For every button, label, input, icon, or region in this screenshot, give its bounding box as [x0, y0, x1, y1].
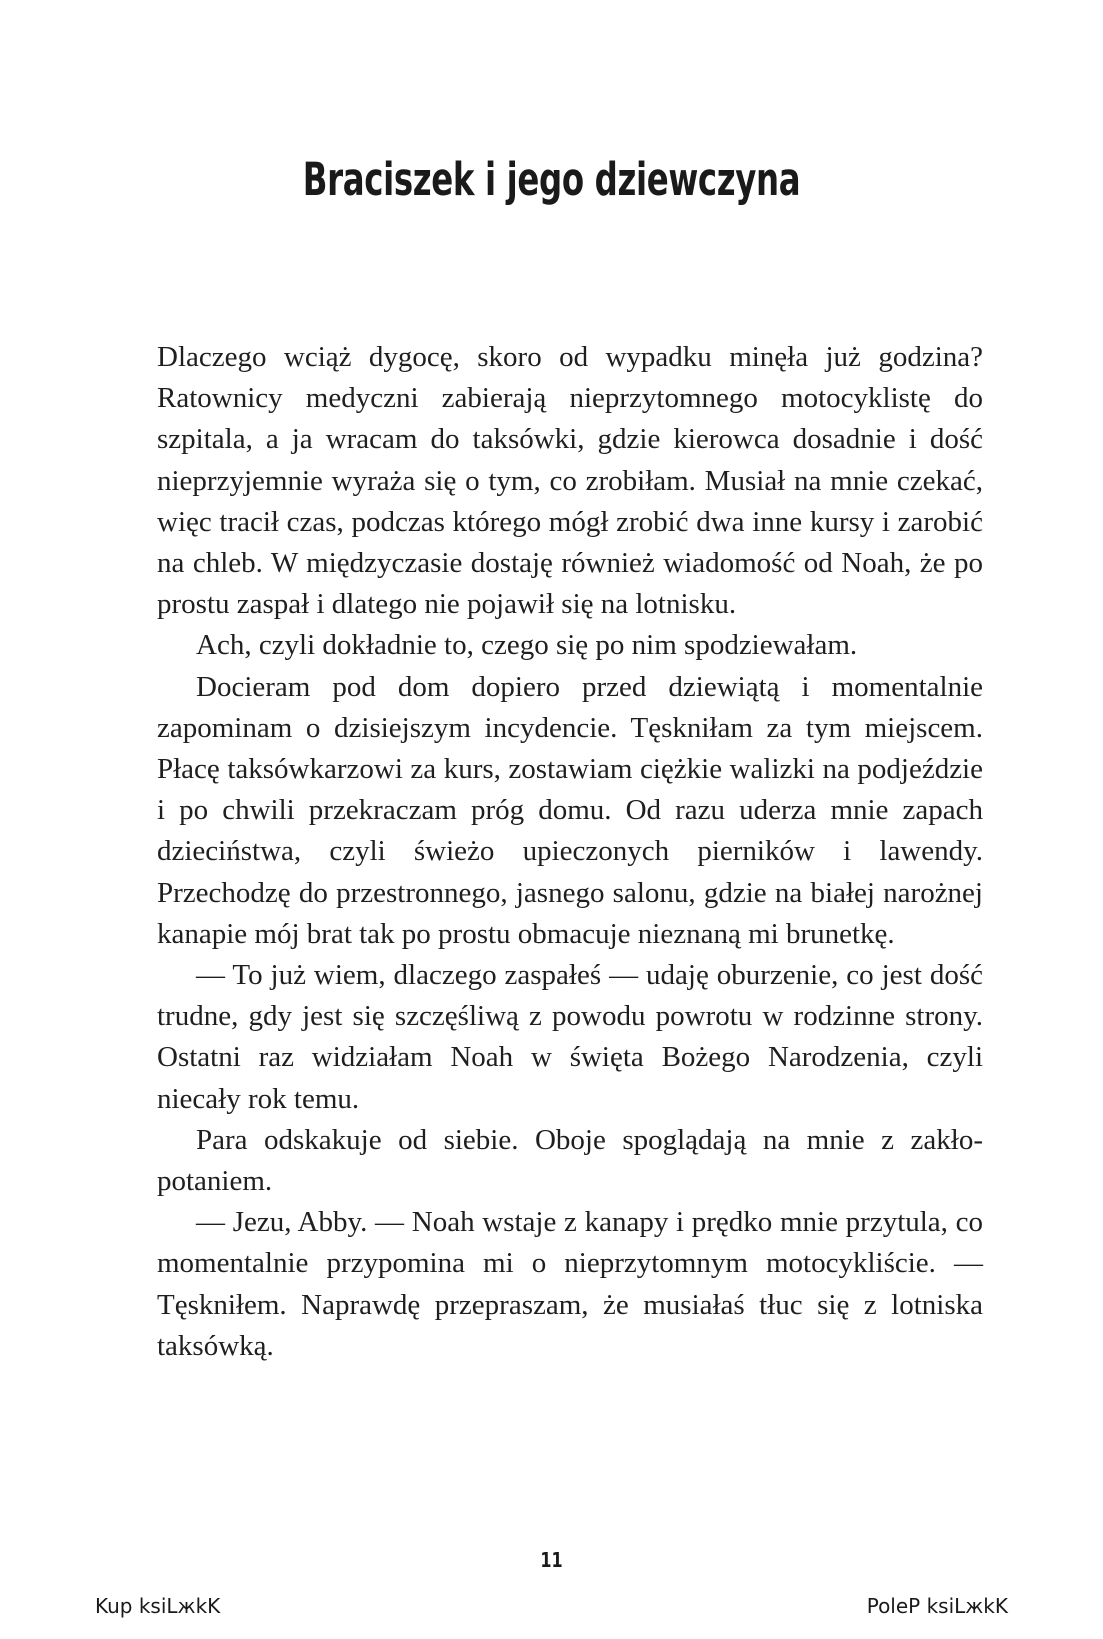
paragraph-4: — To już wiem, dlaczego zaspałeś — udaję oburzenie, co jest dość trudne, gdy jest się szczęśliwą z powodu powrotu w rodzinne strony. Ostatni raz widziałam Noah w święta Bożego Narodzenia, czyli niecały rok temu. — [157, 959, 983, 1115]
chapter-title: Braciszek i jego dziewczyna — [302, 153, 801, 206]
paragraph-5: Para odskakuje od siebie. Oboje spoglądają na mnie z zakłopotaniem. — [157, 1123, 983, 1198]
recommend-book-link[interactable]: PoleP ksiLжkK — [866, 1594, 1008, 1618]
buy-book-link[interactable]: Kup ksiLжkK — [95, 1594, 221, 1618]
chapter-body — [157, 337, 983, 1367]
paragraph-3: Docieram pod dom dopiero przed dziewiątą i momentalnie zapominam o dzisiejszym incydencie. Tęskniłam za tym miejscem. Płacę taksówkarzowi za kurs, zostawiam ciężkie walizki na podjeździe i po chwili przekraczam próg domu. Od razu uderza mnie zapach dzieciństwa, czyli świeżo upieczonych pierników i lawendy. Przechodzę do przestronnego, jasnego salonu, gdzie na białej narożnej kanapie mój brat tak po prostu obmacuje nieznaną mi brunetkę. — [157, 670, 983, 950]
paragraph-6: — Jezu, Abby. — Noah wstaje z kanapy i prędko mnie przytula, co momentalnie przypomina mi o nieprzytomnym motocykliście. — Tęskniłem. Naprawdę przepraszam, że musiałaś tłuc się z lotniska taksówką. — [157, 1206, 983, 1362]
paragraph-2: Ach, czyli dokładnie to, czego się po nim spodziewałam. — [196, 629, 858, 662]
paragraph-1: Dlaczego wciąż dygocę, skoro od wypadku minęła już godzina? Ratownicy medyczni zabierają nieprzytomnego motocyklistę do szpitala, a ja wracam do taksówki, gdzie kierowca dosadnie i dość nieprzyjemnie wyraża się o tym, co zrobiłam. Musiał na mnie czekać, więc tracił czas, podczas którego mógł zrobić dwa inne kursy i zarobić na chleb. W międzyczasie dostaję również wiadomość od Noah, że po prostu zaspał i dlatego nie pojawił się na lotnisku. — [157, 341, 983, 621]
page-number: 11 — [540, 1548, 563, 1572]
